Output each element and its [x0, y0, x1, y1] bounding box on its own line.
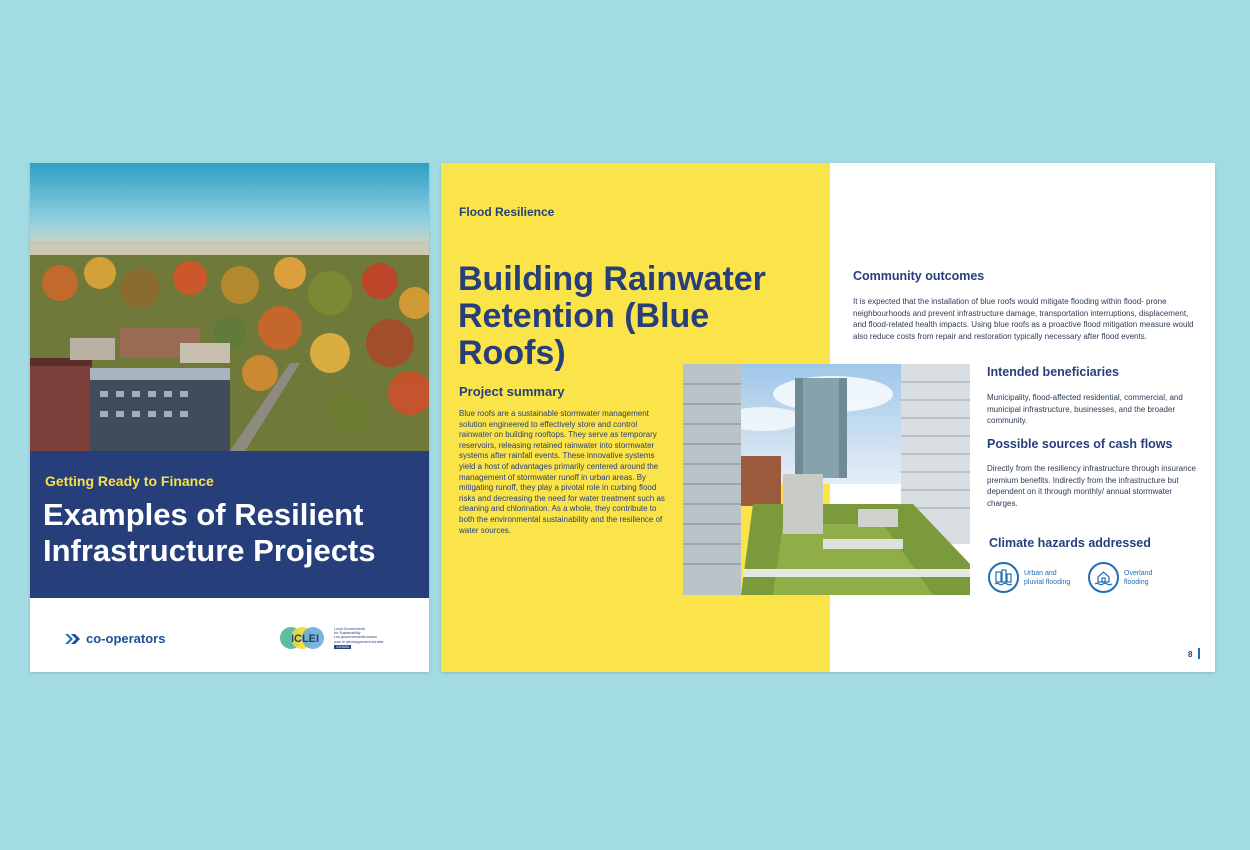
iclei-circles-icon: [280, 625, 330, 651]
co-operators-wordmark: co-operators: [86, 631, 166, 646]
city-aerial-photo: [30, 163, 429, 451]
iclei-logo: [280, 625, 386, 651]
co-operators-chevron-icon: [65, 632, 83, 646]
page-number-bar: [1198, 648, 1200, 659]
co-operators-logo: [65, 631, 165, 646]
green-roof-photo: [683, 364, 970, 595]
page-number: 8: [1188, 650, 1193, 659]
overland-flood-icon: [1088, 562, 1119, 593]
community-outcomes-text: It is expected that the installation of blue roofs would mitigate flooding within flood- prone neighbourhoods and prevent infrastructure damage, transportation interruptions, displacement, and flood-related health impacts. Using blue roofs as a proactive flood mitigation measure would also reduce costs from repair and restoration typically necessary after flood events.: [853, 297, 1194, 341]
hazard-item: [1088, 562, 1176, 593]
report-cover: [30, 163, 429, 672]
project-summary-text: Blue roofs are a sustainable stormwater management solution engineered to effectively store and control rainwater on building rooftops. They serve as temporary reservoirs, releasing retained rainwater into stormwater systems after rainfall events. These innovative systems yield a host of advantages primarily centered around the management of stormwater runoff in urban areas. By mitigating runoff, they play a pivotal role in curbing flood risks and decreasing the need for water treatment such as cleaning and chlorination. As a whole, they contribute to both the environmental sustainability and the resilience of water sources.: [459, 409, 665, 535]
urban-flood-icon: [988, 562, 1019, 593]
climate-hazards-heading: Climate hazards addressed: [989, 536, 1151, 550]
report-spread-page: [441, 163, 1215, 672]
iclei-tagline: Local Governments for Sustainability Les gouvernements locaux pour le développement durable CANADA: [334, 626, 384, 649]
svg-text:ICLEI: ICLEI: [290, 633, 320, 645]
project-summary-heading: Project summary: [459, 384, 565, 399]
hazard-item: [988, 562, 1076, 593]
cash-flows-heading: Possible sources of cash flows: [987, 437, 1173, 451]
community-outcomes-heading: Community outcomes: [853, 269, 985, 283]
cover-title: Examples of Resilient Infrastructure Projects: [43, 497, 376, 568]
hazard-label: Overland flooding: [1124, 569, 1153, 586]
intended-beneficiaries-heading: Intended beneficiaries: [987, 365, 1119, 379]
cover-kicker: Getting Ready to Finance: [45, 473, 214, 489]
cash-flows-text: Directly from the resiliency infrastructure through insurance premium benefits. Indirectly from the infrastructure but dependent on it through monthly/ annual stormwater charges.: [987, 464, 1196, 508]
hazard-label: Urban and pluvial flooding: [1024, 569, 1071, 586]
page-title: Building Rainwater Retention (Blue Roofs): [458, 260, 766, 372]
intended-beneficiaries-text: Municipality, flood-affected residential, commercial, and municipal infrastructure, businesses, and the broader community.: [987, 393, 1183, 426]
section-label: Flood Resilience: [459, 205, 555, 219]
climate-hazards-list: [988, 562, 1176, 593]
